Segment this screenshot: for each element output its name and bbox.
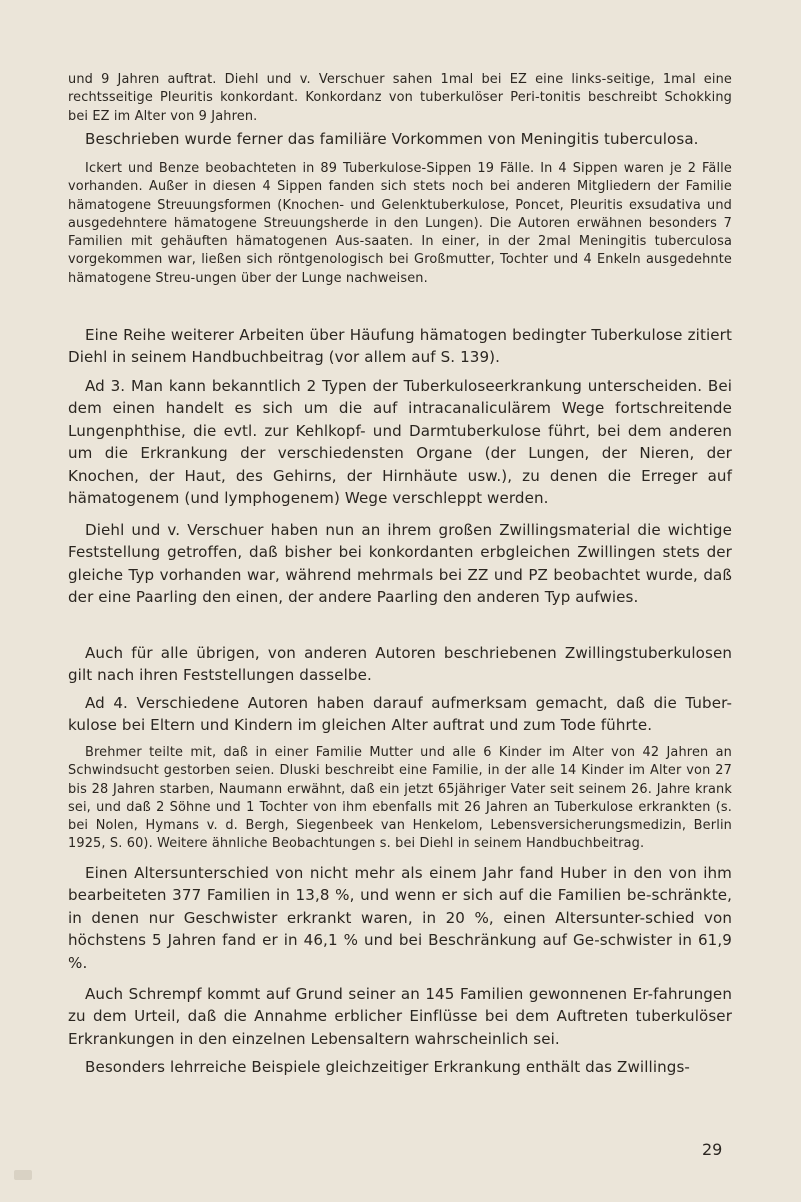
paragraph-10 [68, 862, 732, 974]
paragraph-text: Besonders lehrreiche Beispiele gleichzeitiger Erkrankung enthält das Zwillings- [85, 1058, 690, 1076]
paragraph-8 [68, 692, 732, 737]
paragraph-text: Ickert und Benze beobachteten in 89 Tuberkulose-Sippen 19 Fälle. In 4 Sippen waren je 2 Fälle vorhanden. Außer in diesen 4 Sippen fanden sich stets noch bei anderen Mitgliedern der Familie hämatogene Streuungsformen (Knochen- und Gelenktuberkulose, Poncet, Pleuritis exsudativa und ausgedehntere hämatogene Streuungsherde in den Lungen). Die Autoren erwähnen besonders 7 Familien mit gehäuften hämatogenen Aus-saaten. In einer, in der 2mal Meningitis tuberculosa vorgekommen war, ließen sich röntgenologisch bei Großmutter, Tochter und 4 Enkeln ausgedehnte hämatogene Streu-ungen über der Lunge nachweisen. [68, 161, 732, 286]
paragraph-2 [68, 128, 732, 150]
paragraph-text: Auch Schrempf kommt auf Grund seiner an 145 Familien gewonnenen Er-fahrungen zu dem Urteil, daß die Annahme erblicher Einflüsse bei dem Auftreten tuberkulöser Erkrankungen in den einzelnen Lebensaltern wahrscheinlich sei. [68, 985, 732, 1048]
paragraph-6 [68, 519, 732, 609]
paragraph-text: Ad 3. Man kann bekanntlich 2 Typen der Tuberkuloseerkrankung unterscheiden. Bei dem einen handelt es sich um die auf intracanaliculärem Wege fortschreitende Lungenphthise, die evtl. zur Kehlkopf- und Darmtuberkulose führt, bei dem anderen um die Erkrankung der verschiedensten Organe (der Lungen, der Nieren, der Knochen, der Haut, des Gehirns, der Hirnhäute usw.), zu denen die Erreger auf hämatogenem (und lymphogenem) Wege verschleppt werden. [68, 377, 732, 508]
paragraph-5 [68, 375, 732, 509]
paragraph-text: Einen Altersunterschied von nicht mehr als einem Jahr fand Huber in den von ihm bearbeiteten 377 Familien in 13,8 %, und wenn er sich auf die Familien be-schränkte, in denen nur Geschwister erkrankt waren, in 20 %, einen Altersunter-schied von höchstens 5 Jahren fand er in 46,1 % und bei Beschränkung auf Ge-schwister in 61,9 %. [68, 864, 732, 972]
page-number: 29 [702, 1140, 723, 1159]
paragraph-11 [68, 983, 732, 1050]
paragraph-text: Eine Reihe weiterer Arbeiten über Häufung hämatogen bedingter Tuberkulose zitiert Diehl in seinem Handbuchbeitrag (vor allem auf S. 139). [68, 326, 732, 367]
paragraph-text: Ad 4. Verschiedene Autoren haben darauf aufmerksam gemacht, daß die Tuber-kulose bei Eltern und Kindern im gleichen Alter auftrat und zum Tode führte. [68, 694, 732, 735]
paragraph-7 [68, 642, 732, 687]
paragraph-text: und 9 Jahren auftrat. Diehl und v. Verschuer sahen 1mal bei EZ eine links-seitige, 1mal eine rechtsseitige Pleuritis konkordant. Konkordanz von tuberkulöser Peri-tonitis beschreibt Schokking bei EZ im Alter von 9 Jahren. [68, 72, 732, 124]
paragraph-text: Brehmer teilte mit, daß in einer Familie Mutter und alle 6 Kinder im Alter von 42 Jahren an Schwindsucht gestorben seien. Dluski beschreibt eine Familie, in der alle 14 Kinder im Alter von 27 bis 28 Jahren starben, Naumann erwähnt, daß ein jetzt 65jähriger Vater seit seinem 26. Jahre krank sei, und daß 2 Söhne und 1 Tochter von ihm ebenfalls mit 26 Jahren an Tuberkulose erkrankten (s. bei Nolen, Hymans v. d. Bergh, Siegenbeek van Henkelom, Lebensversicherungsmedizin, Berlin 1925, S. 60). Weitere ähnliche Beobachtungen s. bei Diehl in seinem Handbuchbeitrag. [68, 745, 732, 852]
paragraph-12 [68, 1056, 732, 1078]
paragraph-4 [68, 324, 732, 369]
paragraph-1 [68, 71, 732, 126]
paragraph-9 [68, 744, 732, 854]
paragraph-3 [68, 160, 732, 288]
scan-artifact [14, 1170, 32, 1180]
paragraph-text: Diehl und v. Verschuer haben nun an ihrem großen Zwillingsmaterial die wichtige Feststellung getroffen, daß bisher bei konkordanten erbgleichen Zwillingen stets der gleiche Typ vorhanden war, während mehrmals bei ZZ und PZ beobachtet wurde, daß der eine Paarling den einen, der andere Paarling den anderen Typ aufwies. [68, 521, 732, 607]
paragraph-text: Beschrieben wurde ferner das familiäre Vorkommen von Meningitis tuberculosa. [85, 130, 699, 148]
paragraph-text: Auch für alle übrigen, von anderen Autoren beschriebenen Zwillingstuberkulosen gilt nach ihren Feststellungen dasselbe. [68, 644, 732, 685]
